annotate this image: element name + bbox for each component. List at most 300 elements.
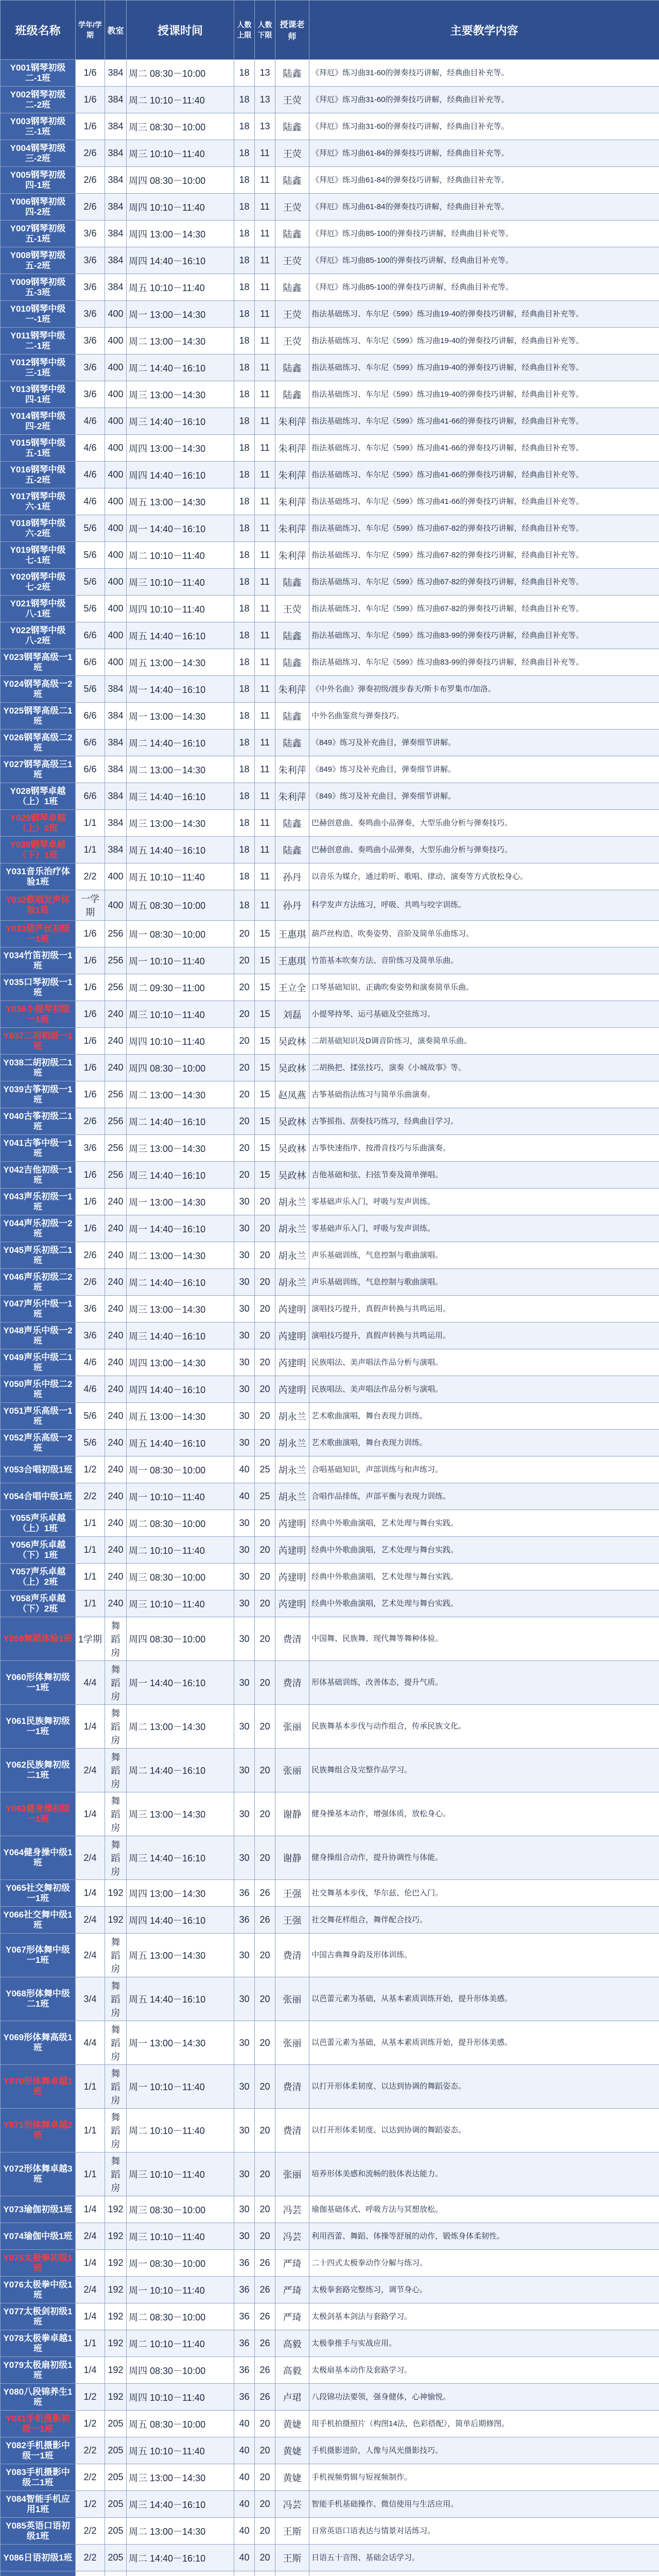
class-name-cell: Y023钢琴高级一1班 — [1, 649, 76, 676]
min-cell: 11 — [255, 730, 275, 756]
teacher-cell: 胡永兰 — [275, 1456, 309, 1483]
table-row — [1, 2021, 659, 2065]
content-cell: 经典中外歌曲演唱，艺术处理与舞台实践。 — [309, 1564, 659, 1590]
class-name-cell: Y029钢琴卓越（上）2班 — [1, 810, 76, 837]
room-cell: 384 — [105, 113, 127, 140]
term-cell: 1/4 — [76, 2196, 105, 2223]
content-cell: 太极拳推手与实战应用。 — [309, 2330, 659, 2357]
teacher-cell: 谢静 — [275, 1792, 309, 1836]
content-cell: 日常英语口语表达与情景对话练习。 — [309, 2518, 659, 2545]
class-name-cell: Y073瑜伽初级1班 — [1, 2196, 76, 2223]
min-cell: 11 — [255, 622, 275, 649]
room-cell: 400 — [105, 515, 127, 542]
room-cell: 205 — [105, 2464, 127, 2491]
term-cell: 1/2 — [76, 2491, 105, 2518]
content-cell: 指法基础练习、车尔尼《599》练习曲41-66的弹奏技巧讲解，经典曲目补充等。 — [309, 435, 659, 462]
max-cell: 40 — [234, 1483, 255, 1510]
time-cell: 周四 08:30－10:00 — [127, 1055, 234, 1081]
term-cell: 4/6 — [76, 408, 105, 435]
class-name-cell: Y078太极拳卓越1班 — [1, 2330, 76, 2357]
min-cell: 11 — [255, 462, 275, 488]
max-cell: 30 — [234, 1617, 255, 1661]
term-cell: 5/6 — [76, 569, 105, 596]
room-cell: 舞蹈房 — [105, 2021, 127, 2065]
time-cell: 周五 14:40－16:10 — [127, 837, 234, 863]
min-cell: 15 — [255, 1055, 275, 1081]
room-cell: 240 — [105, 1189, 127, 1215]
max-cell: 18 — [234, 756, 255, 783]
time-cell: 周三 10:10－11:40 — [127, 2223, 234, 2250]
time-cell: 周三 14:40－16:10 — [127, 783, 234, 810]
term-cell: 6/6 — [76, 730, 105, 756]
room-cell: 240 — [105, 1483, 127, 1510]
class-name-cell: Y076太极拳中级1班 — [1, 2277, 76, 2303]
term-cell: 1/4 — [76, 1705, 105, 1749]
max-cell: 40 — [234, 2491, 255, 2518]
table-row — [1, 1055, 659, 1081]
term-cell: 3/6 — [76, 274, 105, 301]
time-cell: 周四 10:10－11:40 — [127, 1028, 234, 1055]
room-cell: 192 — [105, 2330, 127, 2357]
class-name-cell: Y068形体舞中级二1班 — [1, 1977, 76, 2021]
time-cell: 周三 10:10－11:40 — [127, 569, 234, 596]
table-row — [1, 2277, 659, 2303]
table-row — [1, 890, 659, 921]
max-cell: 30 — [234, 1269, 255, 1296]
teacher-cell: 王荧 — [275, 194, 309, 221]
time-cell: 周五 13:00－14:30 — [127, 1934, 234, 1977]
teacher-cell: 朱利萍 — [275, 435, 309, 462]
teacher-cell: 冯芸 — [275, 2196, 309, 2223]
teacher-cell: 费清 — [275, 1661, 309, 1705]
teacher-cell: 吴政林 — [275, 1028, 309, 1055]
content-cell: 民族唱法、美声唱法作品分析与演唱。 — [309, 1376, 659, 1403]
min-cell: 20 — [255, 1296, 275, 1323]
room-cell: 240 — [105, 1323, 127, 1349]
term-cell: 1/1 — [76, 2330, 105, 2357]
table-row — [1, 1189, 659, 1215]
room-cell: 256 — [105, 1135, 127, 1162]
class-name-cell: Y050声乐中级二2班 — [1, 1376, 76, 1403]
time-cell: 周二 14:40－16:10 — [127, 730, 234, 756]
teacher-cell: 王强 — [275, 1907, 309, 1934]
content-cell: 社交舞花样组合，舞伴配合技巧。 — [309, 1907, 659, 1934]
max-cell: 30 — [234, 1749, 255, 1792]
time-cell: 周四 10:10－11:40 — [127, 194, 234, 221]
time-cell: 周三 08:30－10:00 — [127, 1564, 234, 1590]
content-cell: 小提琴持琴、运弓基础及空弦练习。 — [309, 1001, 659, 1028]
time-cell: 周四 08:30－10:00 — [127, 2357, 234, 2384]
table-row — [1, 649, 659, 676]
table-row — [1, 542, 659, 569]
term-cell: 4/6 — [76, 488, 105, 515]
time-cell: 周一 10:10－11:40 — [127, 2065, 234, 2109]
term-cell: 3/4 — [76, 1977, 105, 2021]
term-cell: 1/2 — [76, 2411, 105, 2437]
content-cell: 中国舞、民族舞、现代舞等舞种体验。 — [309, 1617, 659, 1661]
class-name-cell: Y063健身操初级一1班 — [1, 1792, 76, 1836]
term-cell: 1/4 — [76, 1880, 105, 1907]
content-cell: 利用西蕾、舞蹈、体操等舒展的动作，锻炼身体柔韧性。 — [309, 2223, 659, 2250]
time-cell: 周四 14:40－16:10 — [127, 1907, 234, 1934]
teacher-cell: 黄婕 — [275, 2411, 309, 2437]
room-cell: 舞蹈房 — [105, 1705, 127, 1749]
min-cell: 20 — [255, 2153, 275, 2196]
teacher-cell: 胡永兰 — [275, 1189, 309, 1215]
content-cell: 经典中外歌曲演唱，艺术处理与舞台实践。 — [309, 1537, 659, 1564]
content-cell: 太极扇基本动作及套路学习。 — [309, 2357, 659, 2384]
content-cell: 《拜厄》练习曲61-84的弹奏技巧讲解，经典曲目补充等。 — [309, 194, 659, 221]
term-cell: 2/2 — [76, 2518, 105, 2545]
teacher-cell: 陆鑫 — [275, 810, 309, 837]
term-cell: 1/4 — [76, 2303, 105, 2330]
term-cell: 5/6 — [76, 542, 105, 569]
content-cell: 合唱作品排练，声部平衡与表现力训练。 — [309, 1483, 659, 1510]
max-cell: 18 — [234, 60, 255, 87]
table-body — [1, 60, 659, 2576]
time-cell: 周三 13:00－14:30 — [127, 1296, 234, 1323]
max-cell: 18 — [234, 167, 255, 194]
min-cell: 26 — [255, 2277, 275, 2303]
table-row — [1, 301, 659, 328]
max-cell: 40 — [234, 2411, 255, 2437]
min-cell: 20 — [255, 2021, 275, 2065]
table-row — [1, 756, 659, 783]
min-cell: 15 — [255, 1108, 275, 1135]
room-cell: 400 — [105, 488, 127, 515]
col-content: 主要教学内容 — [309, 1, 659, 60]
room-cell: 205 — [105, 2545, 127, 2571]
teacher-cell: 严琦 — [275, 2277, 309, 2303]
term-cell: 2/6 — [76, 194, 105, 221]
time-cell: 周五 13:00－14:30 — [127, 1403, 234, 1430]
max-cell: 30 — [234, 1430, 255, 1456]
col-term: 学年/学期 — [76, 1, 105, 60]
class-name-cell: Y003钢琴初级三-1班 — [1, 113, 76, 140]
room-cell: 240 — [105, 1430, 127, 1456]
teacher-cell: 孙丹 — [275, 863, 309, 890]
room-cell: 240 — [105, 1564, 127, 1590]
term-cell: 1/6 — [76, 974, 105, 1001]
table-row — [1, 1001, 659, 1028]
min-cell: 20 — [255, 2411, 275, 2437]
term-cell: 1/1 — [76, 1510, 105, 1537]
min-cell: 11 — [255, 676, 275, 703]
class-name-cell: Y038二胡初级二1班 — [1, 1055, 76, 1081]
table-row — [1, 1242, 659, 1269]
time-cell: 周四 13:00－14:30 — [127, 435, 234, 462]
max-cell: 18 — [234, 703, 255, 730]
max-cell: 30 — [234, 1590, 255, 1617]
room-cell: 384 — [105, 730, 127, 756]
term-cell — [76, 2571, 105, 2576]
content-cell: 《拜厄》练习曲85-100的弹奏技巧讲解，经典曲目补充等。 — [309, 221, 659, 247]
table-row — [1, 87, 659, 113]
col-class-name: 班级名称 — [1, 1, 76, 60]
table-row — [1, 1483, 659, 1510]
max-cell: 30 — [234, 1323, 255, 1349]
room-cell: 240 — [105, 1510, 127, 1537]
table-row — [1, 1108, 659, 1135]
term-cell: 1/1 — [76, 837, 105, 863]
room-cell: 400 — [105, 569, 127, 596]
term-cell: 5/6 — [76, 515, 105, 542]
content-cell: 声乐基础训练，气息控制与歌曲演唱。 — [309, 1242, 659, 1269]
table-row — [1, 167, 659, 194]
min-cell: 15 — [255, 1135, 275, 1162]
time-cell: 周三 08:30－10:00 — [127, 113, 234, 140]
min-cell: 11 — [255, 542, 275, 569]
teacher-cell: 陆鑫 — [275, 274, 309, 301]
col-min: 人数下限 — [255, 1, 275, 60]
max-cell: 40 — [234, 2518, 255, 2545]
room-cell: 舞蹈房 — [105, 1836, 127, 1880]
max-cell: 18 — [234, 596, 255, 622]
min-cell: 11 — [255, 756, 275, 783]
teacher-cell: 芮建明 — [275, 1296, 309, 1323]
teacher-cell: 严琦 — [275, 2250, 309, 2277]
content-cell: 指法基础练习、车尔尼《599》练习曲67-82的弹奏技巧讲解，经典曲目补充等。 — [309, 569, 659, 596]
class-name-cell: Y018钢琴中级六-2班 — [1, 515, 76, 542]
time-cell: 周三 08:30－10:00 — [127, 2196, 234, 2223]
teacher-cell: 张丽 — [275, 1705, 309, 1749]
min-cell: 11 — [255, 863, 275, 890]
class-name-cell: Y021钢琴中级八-1班 — [1, 596, 76, 622]
table-row — [1, 2330, 659, 2357]
room-cell: 384 — [105, 810, 127, 837]
min-cell: 11 — [255, 837, 275, 863]
room-cell: 384 — [105, 247, 127, 274]
room-cell: 240 — [105, 1215, 127, 1242]
teacher-cell: 王荧 — [275, 140, 309, 167]
content-cell: 《849》练习及补充曲目，弹奏细节讲解。 — [309, 756, 659, 783]
teacher-cell: 张丽 — [275, 1977, 309, 2021]
time-cell: 周二 08:30－10:00 — [127, 60, 234, 87]
room-cell: 240 — [105, 1537, 127, 1564]
max-cell: 18 — [234, 810, 255, 837]
table-row — [1, 1296, 659, 1323]
teacher-cell: 芮建明 — [275, 1590, 309, 1617]
teacher-cell: 芮建明 — [275, 1376, 309, 1403]
content-cell — [309, 2571, 659, 2576]
class-name-cell: Y053合唱初级1班 — [1, 1456, 76, 1483]
room-cell: 384 — [105, 60, 127, 87]
content-cell: 二十四式太极拳动作分解与练习。 — [309, 2250, 659, 2277]
class-name-cell: Y033葫芦丝初级一1班 — [1, 921, 76, 947]
table-row — [1, 1376, 659, 1403]
min-cell: 26 — [255, 1907, 275, 1934]
teacher-cell: 胡永兰 — [275, 1403, 309, 1430]
table-row — [1, 2411, 659, 2437]
room-cell: 400 — [105, 328, 127, 354]
term-cell: 2/4 — [76, 2223, 105, 2250]
teacher-cell: 赵凤燕 — [275, 1081, 309, 1108]
min-cell: 11 — [255, 649, 275, 676]
teacher-cell: 吴政林 — [275, 1162, 309, 1189]
class-name-cell: Y085英语口语初级1班 — [1, 2518, 76, 2545]
time-cell: 周一 08:30－10:00 — [127, 921, 234, 947]
class-name-cell: Y001钢琴初级二-1班 — [1, 60, 76, 87]
teacher-cell: 王荧 — [275, 596, 309, 622]
content-cell: 零基础声乐入门，呼吸与发声训练。 — [309, 1215, 659, 1242]
teacher-cell: 费清 — [275, 1617, 309, 1661]
class-name-cell: Y046声乐初级二2班 — [1, 1269, 76, 1296]
min-cell: 11 — [255, 703, 275, 730]
time-cell: 周二 13:00－14:30 — [127, 328, 234, 354]
time-cell: 周二 13:00－14:30 — [127, 1705, 234, 1749]
min-cell: 15 — [255, 947, 275, 974]
min-cell: 13 — [255, 87, 275, 113]
min-cell: 11 — [255, 274, 275, 301]
content-cell: 《849》练习及补充曲目，弹奏细节讲解。 — [309, 783, 659, 810]
time-cell: 周三 13:00－14:30 — [127, 1135, 234, 1162]
time-cell: 周三 13:00－14:30 — [127, 2464, 234, 2491]
max-cell: 36 — [234, 2330, 255, 2357]
time-cell: 周五 10:10－11:40 — [127, 863, 234, 890]
max-cell: 36 — [234, 2357, 255, 2384]
content-cell: 以打开形体柔韧度、以达到协调的舞蹈姿态。 — [309, 2109, 659, 2153]
term-cell: 4/6 — [76, 435, 105, 462]
teacher-cell: 芮建明 — [275, 1349, 309, 1376]
min-cell: 15 — [255, 974, 275, 1001]
class-name-cell: Y048声乐中级一2班 — [1, 1323, 76, 1349]
table-row — [1, 921, 659, 947]
table-row — [1, 1349, 659, 1376]
table-row — [1, 1403, 659, 1430]
class-name-cell: Y059舞蹈体验1班 — [1, 1617, 76, 1661]
teacher-cell: 吴政林 — [275, 1055, 309, 1081]
max-cell: 18 — [234, 622, 255, 649]
min-cell: 20 — [255, 1242, 275, 1269]
min-cell: 20 — [255, 1189, 275, 1215]
table-row — [1, 1215, 659, 1242]
table-row — [1, 2223, 659, 2250]
room-cell: 240 — [105, 1376, 127, 1403]
table-row — [1, 435, 659, 462]
content-cell: 八段锦功法要领，强身健体，心神愉悦。 — [309, 2384, 659, 2411]
max-cell: 18 — [234, 328, 255, 354]
min-cell: 13 — [255, 113, 275, 140]
room-cell: 400 — [105, 381, 127, 408]
class-name-cell: Y007钢琴初级五-1班 — [1, 221, 76, 247]
time-cell: 周一 14:40－16:10 — [127, 1661, 234, 1705]
class-name-cell — [1, 2571, 76, 2576]
min-cell: 20 — [255, 2109, 275, 2153]
room-cell: 400 — [105, 354, 127, 381]
time-cell: 周二 14:40－16:10 — [127, 354, 234, 381]
content-cell: 演唱技巧提升，真假声转换与共鸣运用。 — [309, 1323, 659, 1349]
content-cell: 手机视频剪辑与短视频制作。 — [309, 2464, 659, 2491]
class-name-cell: Y062民族舞初级二1班 — [1, 1749, 76, 1792]
content-cell: 《拜厄》练习曲85-100的弹奏技巧讲解，经典曲目补充等。 — [309, 247, 659, 274]
max-cell: 30 — [234, 1242, 255, 1269]
min-cell: 11 — [255, 140, 275, 167]
class-name-cell: Y083手机摄影中级二1班 — [1, 2464, 76, 2491]
teacher-cell: 胡永兰 — [275, 1483, 309, 1510]
term-cell: 2/2 — [76, 1483, 105, 1510]
term-cell: 6/6 — [76, 649, 105, 676]
content-cell: 瑜伽基础体式、呼吸方法与冥想放松。 — [309, 2196, 659, 2223]
room-cell: 384 — [105, 140, 127, 167]
term-cell: 1/6 — [76, 60, 105, 87]
max-cell: 30 — [234, 1977, 255, 2021]
class-name-cell: Y004钢琴初级三-2班 — [1, 140, 76, 167]
content-cell: 健身操基本动作，增强体质，放松身心。 — [309, 1792, 659, 1836]
max-cell: 18 — [234, 140, 255, 167]
room-cell: 205 — [105, 2491, 127, 2518]
term-cell: 3/6 — [76, 247, 105, 274]
term-cell: 5/6 — [76, 1430, 105, 1456]
time-cell: 周三 13:00－14:30 — [127, 1792, 234, 1836]
class-name-cell: Y047声乐中级一1班 — [1, 1296, 76, 1323]
room-cell: 舞蹈房 — [105, 1792, 127, 1836]
content-cell: 民族舞基本步伐与动作组合，传承民族文化。 — [309, 1705, 659, 1749]
table-row — [1, 2303, 659, 2330]
teacher-cell: 朱利萍 — [275, 783, 309, 810]
class-name-cell: Y009钢琴初级五-3班 — [1, 274, 76, 301]
time-cell: 周二 13:00－14:30 — [127, 2518, 234, 2545]
content-cell: 经典中外歌曲演唱，艺术处理与舞台实践。 — [309, 1510, 659, 1537]
room-cell: 384 — [105, 756, 127, 783]
teacher-cell: 胡永兰 — [275, 1215, 309, 1242]
room-cell: 400 — [105, 622, 127, 649]
min-cell: 11 — [255, 488, 275, 515]
room-cell: 240 — [105, 1296, 127, 1323]
teacher-cell: 陆鑫 — [275, 221, 309, 247]
term-cell: 1/2 — [76, 2384, 105, 2411]
content-cell: 中国古典舞身韵及形体训练。 — [309, 1934, 659, 1977]
term-cell: 1/1 — [76, 2153, 105, 2196]
content-cell: 《中外名曲》弹奏初级/渡步春天/斯卡布罗集市/加洛。 — [309, 676, 659, 703]
teacher-cell: 芮建明 — [275, 1510, 309, 1537]
time-cell: 周一 13:00－14:30 — [127, 703, 234, 730]
content-cell: 指法基础练习、车尔尼《599》练习曲83-99的弹奏技巧讲解，经典曲目补充等。 — [309, 649, 659, 676]
term-cell: 4/6 — [76, 1349, 105, 1376]
term-cell: 3/6 — [76, 221, 105, 247]
class-name-cell: Y069形体舞高级1班 — [1, 2021, 76, 2065]
content-cell: 葫芦丝构造、吹奏姿势、音阶及简单乐曲练习。 — [309, 921, 659, 947]
term-cell: 1/6 — [76, 1215, 105, 1242]
teacher-cell: 朱利萍 — [275, 408, 309, 435]
time-cell: 周三 10:10－11:40 — [127, 140, 234, 167]
room-cell: 384 — [105, 837, 127, 863]
min-cell: 11 — [255, 221, 275, 247]
max-cell: 18 — [234, 221, 255, 247]
term-cell: 1/6 — [76, 87, 105, 113]
min-cell: 20 — [255, 2223, 275, 2250]
time-cell: 周四 10:10－11:40 — [127, 596, 234, 622]
table-row — [1, 2491, 659, 2518]
time-cell: 周一 13:00－14:30 — [127, 2021, 234, 2065]
table-row — [1, 328, 659, 354]
max-cell: 18 — [234, 113, 255, 140]
table-row — [1, 2357, 659, 2384]
max-cell: 30 — [234, 2065, 255, 2109]
content-cell: 民族唱法、美声唱法作品分析与演唱。 — [309, 1349, 659, 1376]
max-cell: 18 — [234, 381, 255, 408]
table-row — [1, 1162, 659, 1189]
class-name-cell: Y010钢琴中级一-1班 — [1, 301, 76, 328]
class-name-cell: Y057声乐卓越（上）2班 — [1, 1564, 76, 1590]
room-cell: 舞蹈房 — [105, 1617, 127, 1661]
teacher-cell: 朱利萍 — [275, 542, 309, 569]
time-cell: 周三 14:40－16:10 — [127, 1836, 234, 1880]
class-name-cell: Y081手机摄影初级一1班 — [1, 2411, 76, 2437]
min-cell: 20 — [255, 1349, 275, 1376]
time-cell: 周二 10:10－11:40 — [127, 2330, 234, 2357]
class-name-cell: Y054合唱中级1班 — [1, 1483, 76, 1510]
term-cell: 5/6 — [76, 1403, 105, 1430]
